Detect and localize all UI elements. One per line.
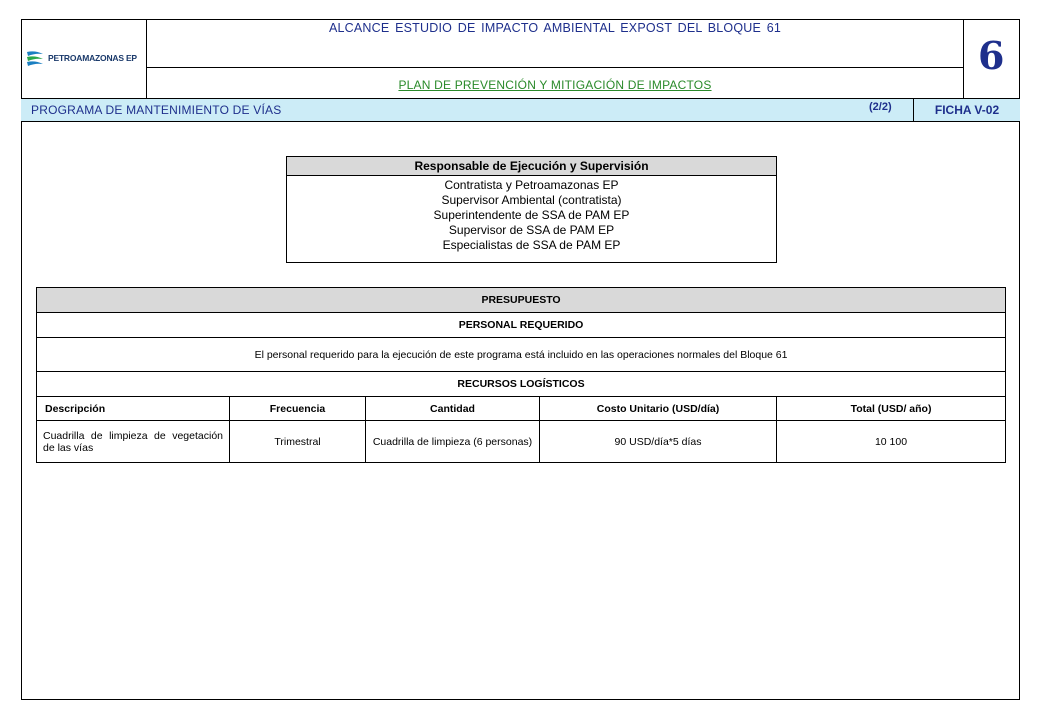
column-header-unit-cost: Costo Unitario (USD/día) — [540, 397, 777, 421]
document-title: ALCANCE ESTUDIO DE IMPACTO AMBIENTAL EXPOST DEL BLOQUE 61 — [328, 21, 782, 35]
document-title-cell — [147, 19, 963, 68]
responsible-heading: Responsable de Ejecución y Supervisión — [287, 157, 776, 176]
page-indicator: (2/2) — [869, 101, 892, 113]
list-item: Supervisor de SSA de PAM EP — [448, 223, 615, 237]
petroamazonas-logo-icon — [25, 50, 45, 66]
plan-subtitle: PLAN DE PREVENCIÓN Y MITIGACIÓN DE IMPACTOS — [398, 78, 712, 92]
column-header-description: Descripción — [37, 397, 230, 421]
chapter-badge-cell — [963, 19, 1020, 99]
table-header-row — [37, 397, 1006, 421]
list-item: Especialistas de SSA de PAM EP — [442, 238, 621, 252]
list-item: Contratista y Petroamazonas EP — [444, 178, 619, 192]
company-logo — [25, 50, 137, 66]
column-header-quantity: Cantidad — [366, 397, 540, 421]
cell-unit-cost: 90 USD/día*5 días — [540, 421, 777, 463]
program-title: PROGRAMA DE MANTENIMIENTO DE VÍAS — [31, 103, 282, 117]
personnel-heading: PERSONAL REQUERIDO — [37, 313, 1006, 338]
column-header-frequency: Frecuencia — [230, 397, 366, 421]
ficha-code: FICHA V-02 — [934, 103, 1000, 117]
budget-title: PRESUPUESTO — [37, 288, 1006, 313]
personnel-text: El personal requerido para la ejecución de este programa está incluido en las operaciones normales del Bloque 61 — [37, 338, 1006, 372]
plan-subtitle-cell — [147, 68, 963, 99]
table-row — [37, 421, 1006, 463]
cell-quantity: Cuadrilla de limpieza (6 personas) — [366, 421, 540, 463]
cell-description: Cuadrilla de limpieza de vegetación de las vías — [37, 421, 230, 463]
logo-cell — [21, 19, 147, 99]
chapter-number: 6 — [978, 33, 1005, 78]
list-item: Superintendente de SSA de PAM EP — [433, 208, 630, 222]
column-header-total: Total (USD/ año) — [777, 397, 1006, 421]
cell-frequency: Trimestral — [230, 421, 366, 463]
responsible-list — [287, 176, 776, 253]
logistics-heading: RECURSOS LOGÍSTICOS — [37, 372, 1006, 397]
cell-total: 10 100 — [777, 421, 1006, 463]
responsible-box — [286, 156, 777, 263]
ficha-cell — [913, 99, 1020, 121]
program-bar — [21, 99, 1020, 122]
company-name: PETROAMAZONAS EP — [48, 53, 137, 63]
list-item: Supervisor Ambiental (contratista) — [441, 193, 622, 207]
budget-table — [36, 287, 1006, 463]
